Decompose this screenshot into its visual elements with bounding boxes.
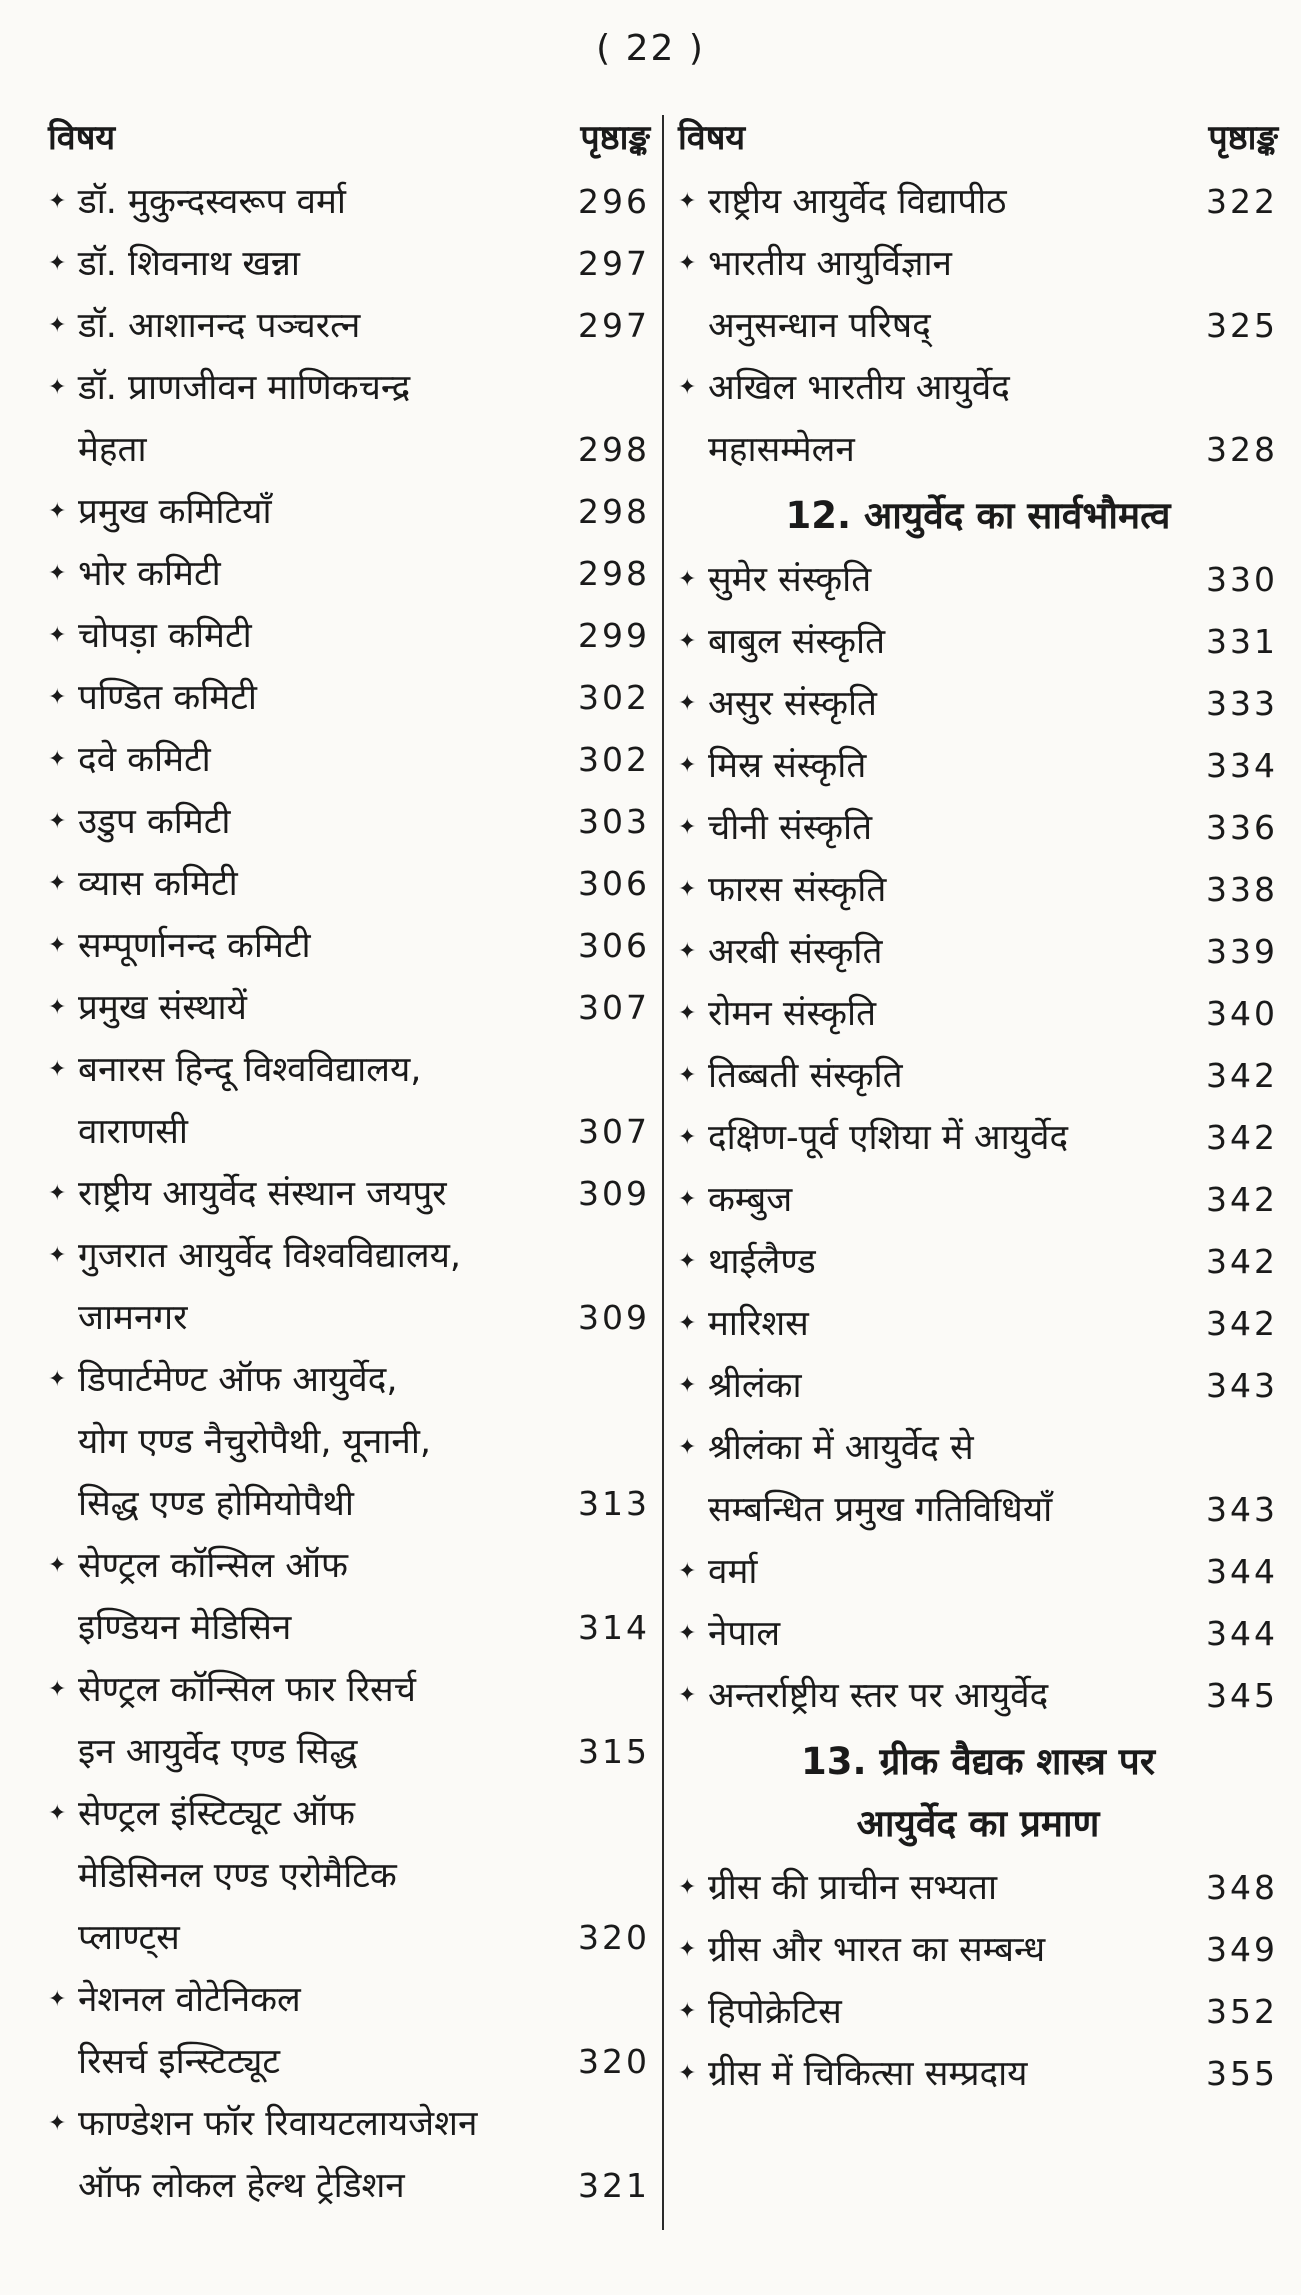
entry-title: डॉ. शिवनाथ खन्ना [78, 244, 300, 284]
bullet-star-icon: ✦ [48, 375, 67, 400]
entry-title: श्रीलंका में आयुर्वेद से सम्बन्धित प्रमुख गतिविधियाँ [708, 1428, 1053, 1530]
entry-page-number: 309 [578, 1298, 650, 1337]
toc-entry [48, 1039, 650, 1163]
entry-page-number: 298 [578, 554, 650, 593]
entry-title: नेशनल वोटेनिकल रिसर्च इन्स्टिट्यूट [78, 1980, 301, 2082]
toc-entry [48, 1783, 650, 1969]
toc-entry [678, 171, 1278, 233]
toc-entry [678, 797, 1278, 859]
entry-title: व्यास कमिटी [78, 864, 238, 904]
entry-title: तिब्बती संस्कृति [708, 1056, 903, 1096]
toc-entry [678, 233, 1278, 357]
entry-title: सुमेर संस्कृति [708, 560, 872, 600]
subject-header: विषय [48, 118, 116, 158]
bullet-star-icon: ✦ [678, 691, 697, 716]
entry-page-number: 344 [1206, 1614, 1278, 1653]
bullet-star-icon: ✦ [678, 1063, 697, 1088]
toc-entry [48, 791, 650, 853]
entry-page-number: 352 [1206, 1992, 1278, 2031]
entry-title: सेण्ट्रल इंस्टिट्यूट ऑफ मेडिसिनल एण्ड एरोमैटिक प्लाण्ट्स [78, 1794, 397, 1958]
toc-entry [48, 729, 650, 791]
entry-title: अखिल भारतीय आयुर्वेद महासम्मेलन [708, 368, 1010, 470]
entry-page-number: 340 [1206, 994, 1278, 1033]
entry-page-number: 306 [578, 864, 650, 903]
bullet-star-icon: ✦ [48, 1677, 67, 1702]
bullet-star-icon: ✦ [678, 1187, 697, 1212]
entry-page-number: 307 [578, 988, 650, 1027]
toc-entry [48, 1535, 650, 1659]
bullet-star-icon: ✦ [678, 1373, 697, 1398]
left-column-header [48, 105, 650, 171]
bullet-star-icon: ✦ [678, 1125, 697, 1150]
toc-entry [48, 357, 650, 481]
right-column [678, 105, 1278, 2105]
entry-title: राष्ट्रीय आयुर्वेद विद्यापीठ [708, 182, 1007, 222]
entry-title: दक्षिण-पूर्व एशिया में आयुर्वेद [708, 1118, 1069, 1158]
entry-page-number: 320 [578, 1918, 650, 1957]
entry-page-number: 343 [1206, 1366, 1278, 1405]
entry-page-number: 355 [1206, 2054, 1278, 2093]
entry-page-number: 342 [1206, 1180, 1278, 1219]
bullet-star-icon: ✦ [678, 567, 697, 592]
entry-title: श्रीलंका [708, 1366, 802, 1406]
entry-title: डॉ. प्राणजीवन माणिकचन्द्र मेहता [78, 368, 411, 470]
toc-entry [48, 2093, 650, 2217]
bullet-star-icon: ✦ [48, 933, 67, 958]
toc-entry [678, 611, 1278, 673]
bullet-star-icon: ✦ [678, 815, 697, 840]
entry-title: थाईलैण्ड [708, 1242, 816, 1282]
entry-page-number: 315 [578, 1732, 650, 1771]
bullet-star-icon: ✦ [678, 251, 697, 276]
entry-title: राष्ट्रीय आयुर्वेद संस्थान जयपुर [78, 1174, 447, 1214]
page-number: ( 22 ) [596, 28, 705, 69]
bullet-star-icon: ✦ [678, 1249, 697, 1274]
bullet-star-icon: ✦ [48, 1987, 67, 2012]
entry-title: फाण्डेशन फॉर रिवायटलायजेशन ऑफ लोकल हेल्थ ट्रेडिशन [78, 2104, 478, 2206]
toc-entry [678, 357, 1278, 481]
bullet-star-icon: ✦ [48, 871, 67, 896]
toc-entry [678, 1169, 1278, 1231]
bullet-star-icon: ✦ [48, 189, 67, 214]
bullet-star-icon: ✦ [48, 809, 67, 834]
left-entry-list [48, 171, 650, 2217]
entry-page-number: 307 [578, 1112, 650, 1151]
entry-page-number: 331 [1206, 622, 1278, 661]
toc-entry [48, 295, 650, 357]
bullet-star-icon: ✦ [48, 685, 67, 710]
bullet-star-icon: ✦ [678, 877, 697, 902]
entry-title: चोपड़ा कमिटी [78, 616, 252, 656]
entry-page-number: 297 [578, 244, 650, 283]
toc-entry [48, 1225, 650, 1349]
entry-title: हिपोक्रेटिस [708, 1992, 842, 2032]
entry-title: अन्तर्राष्ट्रीय स्तर पर आयुर्वेद [708, 1676, 1049, 1716]
entry-title: प्रमुख संस्थायें [78, 988, 247, 1028]
entry-title: सेण्ट्रल कॉन्सिल ऑफ इण्डियन मेडिसिन [78, 1546, 348, 1648]
entry-page-number: 296 [578, 182, 650, 221]
entry-title: डॉ. आशानन्द पञ्चरत्न [78, 306, 361, 346]
entry-title: भारतीय आयुर्विज्ञान अनुसन्धान परिषद् [708, 244, 952, 346]
bullet-star-icon: ✦ [678, 1621, 697, 1646]
entry-title: दवे कमिटी [78, 740, 211, 780]
toc-entry [678, 1231, 1278, 1293]
entry-page-number: 343 [1206, 1490, 1278, 1529]
bullet-star-icon: ✦ [48, 995, 67, 1020]
entry-page-number: 325 [1206, 306, 1278, 345]
bullet-star-icon: ✦ [678, 1001, 697, 1026]
bullet-star-icon: ✦ [48, 1553, 67, 1578]
entry-title: मिस्र संस्कृति [708, 746, 867, 786]
toc-entry [48, 605, 650, 667]
entry-page-number: 309 [578, 1174, 650, 1213]
toc-entry [48, 1659, 650, 1783]
bullet-star-icon: ✦ [48, 1367, 67, 1392]
right-entry-list-c [678, 1857, 1278, 2105]
toc-entry [678, 549, 1278, 611]
entry-title: मारिशस [708, 1304, 809, 1344]
entry-title: पण्डित कमिटी [78, 678, 257, 718]
entry-title: वर्मा [708, 1552, 758, 1592]
entry-page-number: 344 [1206, 1552, 1278, 1591]
bullet-star-icon: ✦ [678, 939, 697, 964]
entry-page-number: 328 [1206, 430, 1278, 469]
bullet-star-icon: ✦ [678, 189, 697, 214]
chapter-13-heading: 13. ग्रीक वैद्यक शास्त्र पर आयुर्वेद का प्रमाण [801, 1740, 1155, 1845]
entry-title: गुजरात आयुर्वेद विश्वविद्यालय, जामनगर [78, 1236, 462, 1338]
entry-page-number: 330 [1206, 560, 1278, 599]
subject-header: विषय [678, 118, 746, 158]
entry-page-number: 348 [1206, 1868, 1278, 1907]
entry-page-number: 342 [1206, 1118, 1278, 1157]
right-entry-list-b [678, 549, 1278, 1727]
bullet-star-icon: ✦ [48, 1243, 67, 1268]
bullet-star-icon: ✦ [678, 375, 697, 400]
entry-title: रोमन संस्कृति [708, 994, 877, 1034]
entry-page-number: 338 [1206, 870, 1278, 909]
entry-title: बनारस हिन्दू विश्वविद्यालय, वाराणसी [78, 1050, 422, 1152]
toc-entry [678, 1603, 1278, 1665]
bullet-star-icon: ✦ [48, 561, 67, 586]
entry-title: उडुप कमिटी [78, 802, 231, 842]
bullet-star-icon: ✦ [48, 251, 67, 276]
toc-entry [678, 1355, 1278, 1417]
page-header: पृष्ठाङ्क [580, 118, 650, 158]
toc-entry [678, 1919, 1278, 1981]
entry-title: नेपाल [708, 1614, 781, 1654]
entry-title: सेण्ट्रल कॉन्सिल फार रिसर्च इन आयुर्वेद एण्ड सिद्ध [78, 1670, 416, 1772]
entry-page-number: 313 [578, 1484, 650, 1523]
page-header: पृष्ठाङ्क [1208, 118, 1278, 158]
bullet-star-icon: ✦ [678, 1875, 697, 1900]
entry-page-number: 302 [578, 740, 650, 779]
entry-title: भोर कमिटी [78, 554, 221, 594]
entry-title: फारस संस्कृति [708, 870, 887, 910]
entry-page-number: 298 [578, 430, 650, 469]
toc-entry [678, 859, 1278, 921]
toc-entry [48, 915, 650, 977]
bullet-star-icon: ✦ [48, 313, 67, 338]
toc-entry [678, 1417, 1278, 1541]
toc-entry [48, 233, 650, 295]
entry-page-number: 302 [578, 678, 650, 717]
entry-page-number: 339 [1206, 932, 1278, 971]
entry-title: चीनी संस्कृति [708, 808, 873, 848]
entry-title: ग्रीस में चिकित्सा सम्प्रदाय [708, 2054, 1028, 2094]
toc-entry [678, 1293, 1278, 1355]
bullet-star-icon: ✦ [678, 1435, 697, 1460]
bullet-star-icon: ✦ [48, 1057, 67, 1082]
toc-entry [48, 1969, 650, 2093]
bullet-star-icon: ✦ [48, 1801, 67, 1826]
toc-entry [678, 1045, 1278, 1107]
entry-page-number: 342 [1206, 1056, 1278, 1095]
entry-page-number: 333 [1206, 684, 1278, 723]
toc-entry [48, 853, 650, 915]
toc-entry [48, 977, 650, 1039]
entry-page-number: 322 [1206, 182, 1278, 221]
entry-title: सम्पूर्णानन्द कमिटी [78, 926, 311, 966]
toc-entry [678, 673, 1278, 735]
entry-page-number: 303 [578, 802, 650, 841]
entry-title: ग्रीस की प्राचीन सभ्यता [708, 1868, 998, 1908]
entry-page-number: 314 [578, 1608, 650, 1647]
toc-entry [48, 171, 650, 233]
toc-entry [678, 1665, 1278, 1727]
entry-page-number: 306 [578, 926, 650, 965]
right-entry-list-a [678, 171, 1278, 481]
left-column [48, 105, 650, 2217]
toc-entry [678, 1857, 1278, 1919]
bullet-star-icon: ✦ [48, 499, 67, 524]
bullet-star-icon: ✦ [678, 1683, 697, 1708]
entry-page-number: 349 [1206, 1930, 1278, 1969]
toc-entry [678, 983, 1278, 1045]
toc-entry [678, 921, 1278, 983]
bullet-star-icon: ✦ [48, 1181, 67, 1206]
chapter-12-heading: 12. आयुर्वेद का सार्वभौमत्व [785, 494, 1171, 537]
bullet-star-icon: ✦ [678, 1311, 697, 1336]
entry-page-number: 336 [1206, 808, 1278, 847]
entry-title: बाबुल संस्कृति [708, 622, 886, 662]
column-divider [662, 115, 664, 2230]
bullet-star-icon: ✦ [678, 753, 697, 778]
entry-title: डॉ. मुकुन्दस्वरूप वर्मा [78, 182, 346, 222]
bullet-star-icon: ✦ [678, 1999, 697, 2024]
toc-entry [678, 1107, 1278, 1169]
entry-page-number: 342 [1206, 1242, 1278, 1281]
entry-title: प्रमुख कमिटियाँ [78, 492, 272, 532]
entry-page-number: 342 [1206, 1304, 1278, 1343]
entry-title: कम्बुज [708, 1180, 793, 1220]
entry-title: अरबी संस्कृति [708, 932, 883, 972]
entry-page-number: 297 [578, 306, 650, 345]
entry-page-number: 345 [1206, 1676, 1278, 1715]
toc-entry [48, 1163, 650, 1225]
toc-entry [678, 1981, 1278, 2043]
toc-entry [48, 667, 650, 729]
bullet-star-icon: ✦ [678, 2061, 697, 2086]
bullet-star-icon: ✦ [678, 1937, 697, 1962]
toc-entry [678, 735, 1278, 797]
bullet-star-icon: ✦ [678, 629, 697, 654]
toc-entry [48, 481, 650, 543]
entry-title: ग्रीस और भारत का सम्बन्ध [708, 1930, 1046, 1970]
right-column-header [678, 105, 1278, 171]
toc-entry [48, 1349, 650, 1535]
bullet-star-icon: ✦ [48, 2111, 67, 2136]
entry-page-number: 334 [1206, 746, 1278, 785]
entry-page-number: 298 [578, 492, 650, 531]
bullet-star-icon: ✦ [48, 623, 67, 648]
entry-page-number: 299 [578, 616, 650, 655]
toc-entry [48, 543, 650, 605]
entry-title: डिपार्टमेण्ट ऑफ आयुर्वेद, योग एण्ड नैचुरोपैथी, यूनानी, सिद्ध एण्ड होमियोपैथी [78, 1360, 432, 1524]
toc-entry [678, 1541, 1278, 1603]
bullet-star-icon: ✦ [48, 747, 67, 772]
entry-page-number: 321 [578, 2166, 650, 2205]
bullet-star-icon: ✦ [678, 1559, 697, 1584]
entry-title: असुर संस्कृति [708, 684, 878, 724]
entry-page-number: 320 [578, 2042, 650, 2081]
toc-entry [678, 2043, 1278, 2105]
